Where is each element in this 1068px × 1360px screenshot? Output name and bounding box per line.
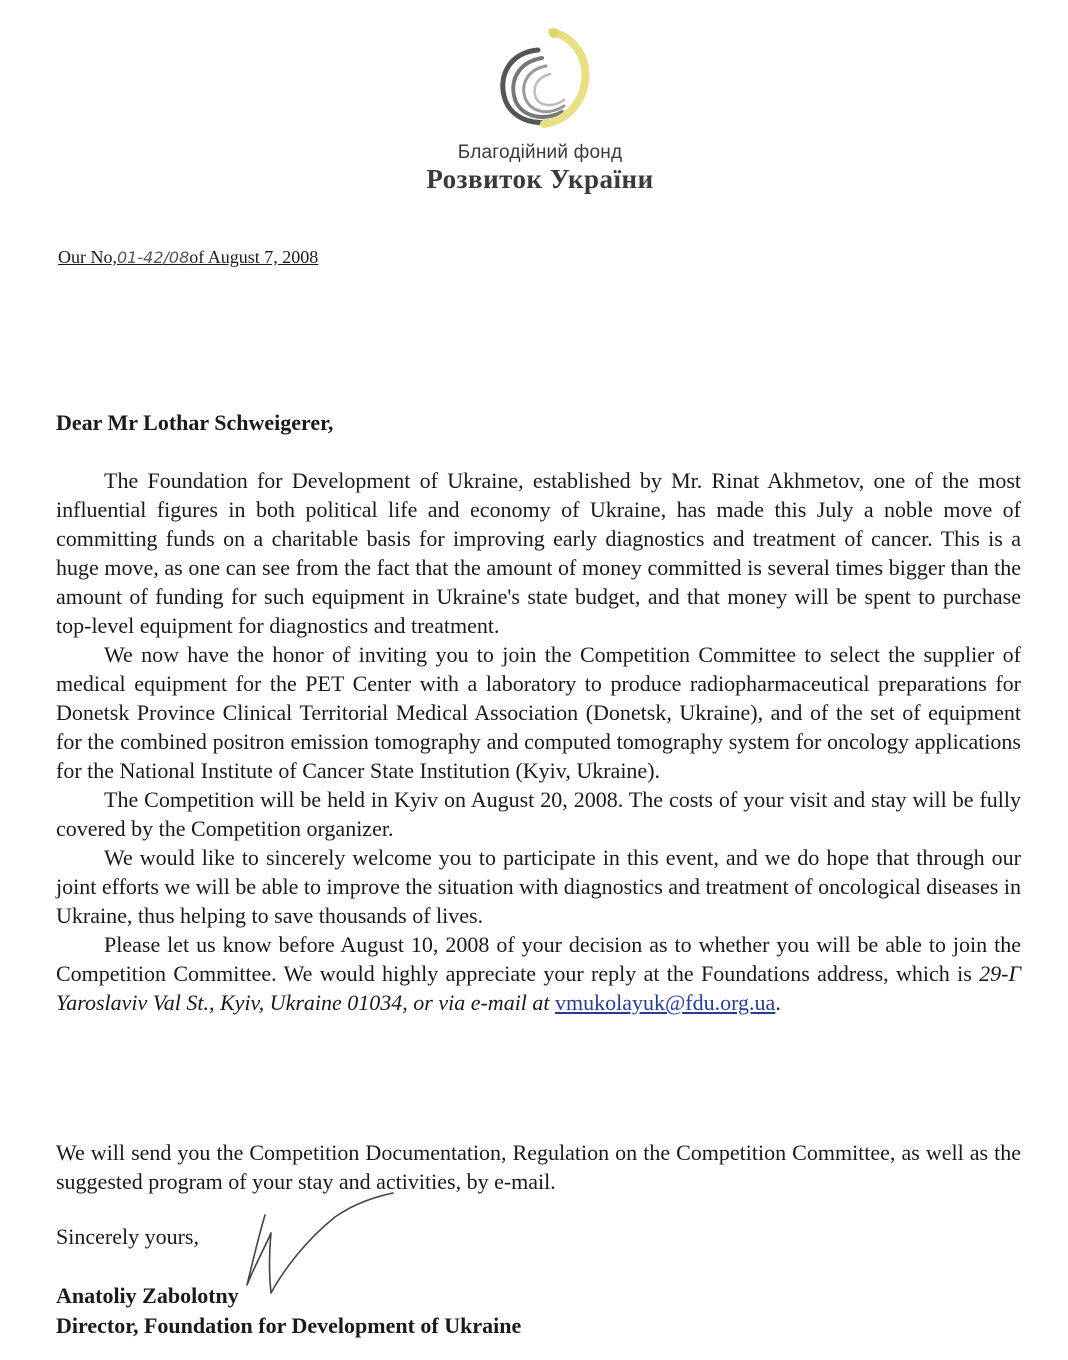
body-paragraph: The Foundation for Development of Ukraine, established by Mr. Rinat Akhmetov, one of the most influential figures in both political life and economy of Ukraine, has made this July a noble move of committing funds on a charitable basis for improving early diagnostics and treatment of cancer. This is a huge move, as one can see from the fact that the amount of money committed is several times bigger than the amount of funding for such equipment in Ukraine's state budget, and that money will be spent to purchase top-level equipment for diagnostics and treatment. — [56, 468, 1021, 638]
body-paragraph: We now have the honor of inviting you to join the Competition Committee to select the supplier of medical equipment for the PET Center with a laboratory to produce radiopharmaceutical preparations for Donetsk Province Clinical Territorial Medical Association (Donetsk, Ukraine), and of the set of equipment for the combined positron emission tomography and computed tomography system for oncology applications for the National Institute of Cancer State Institution (Kyiv, Ukraine). — [56, 642, 1021, 783]
body-paragraph-contact — [56, 930, 1021, 1017]
email-link[interactable]: vmukolayuk@fdu.org.ua — [555, 990, 776, 1015]
contact-end: . — [775, 990, 781, 1015]
foundation-address: 29-Г Yaroslaviv Val St., Kyiv, Ukraine 01034, or via e-mail at — [56, 961, 1021, 1015]
org-name-line1: Благодійний фонд — [457, 142, 623, 163]
salutation: Dear Mr Lothar Schweigerer, — [56, 410, 334, 435]
body-paragraph: The Competition will be held in Kyiv on August 20, 2008. The costs of your visit and stay will be fully covered by the Competition organizer. — [56, 787, 1021, 841]
reference-handwritten-number: 01-42/08 — [117, 248, 190, 267]
handwritten-signature-icon — [225, 1185, 425, 1300]
reference-prefix: Our No, — [58, 247, 117, 267]
org-name-line2: Розвиток України — [426, 164, 654, 194]
contact-lead: Please let us know before August 10, 2008 of your decision as to whether you will be able to join the Competition Committee. We would highly appreciate your reply at the Foundations address, which is — [56, 932, 1021, 986]
body-paragraph: We would like to sincerely welcome you to participate in this event, and we do hope that through our joint efforts we will be able to improve the situation with diagnostics and treatment of oncological diseases in Ukraine, thus helping to save thousands of lives. — [56, 845, 1021, 928]
signer-name: Anatoliy Zabolotny — [56, 1283, 239, 1308]
reference-date: of August 7, 2008 — [189, 247, 319, 267]
signer-title: Director, Foundation for Development of Ukraine — [56, 1313, 522, 1338]
foundation-logo-icon — [480, 22, 600, 142]
letter-body — [56, 466, 1021, 1017]
sign-off: Sincerely yours, — [56, 1224, 199, 1249]
reference-number — [58, 247, 318, 268]
closing-paragraph: We will send you the Competition Documentation, Regulation on the Competition Committee, as well as the suggested program of your stay and activities, by e-mail. — [56, 1140, 1021, 1194]
